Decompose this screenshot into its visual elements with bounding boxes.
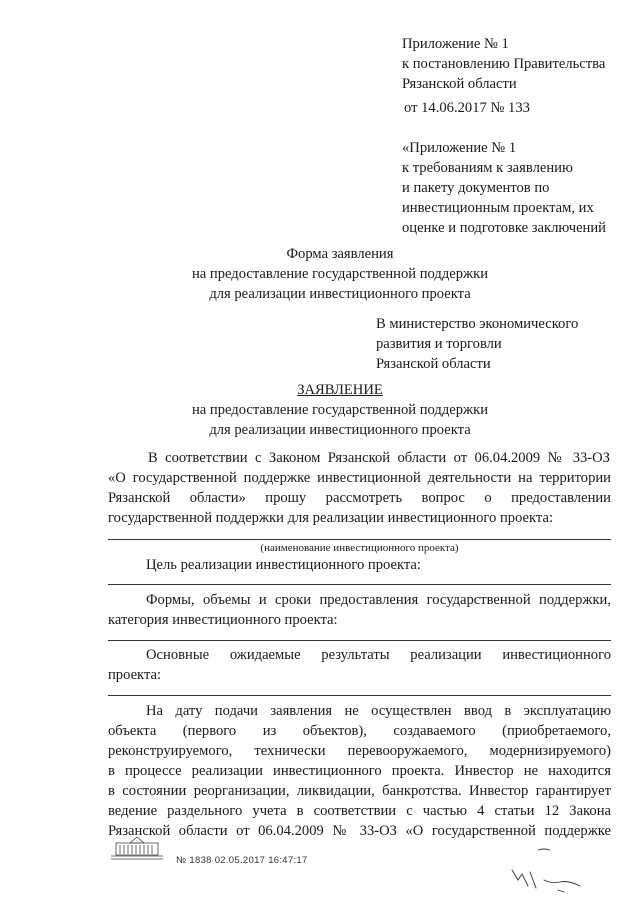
header-annex-number: Приложение № 1 <box>402 36 509 52</box>
body-p2-line-1: На дату подачи заявления не осуществлен ввод в эксплуатацию <box>146 703 611 719</box>
statement-subtitle-2: для реализации инвестиционного проекта <box>209 422 471 438</box>
body-p1-line-4: государственной поддержки для реализации инвестиционного проекта: <box>108 510 554 526</box>
results-label-line-1: Основные ожидаемые результаты реализации инвестиционного <box>146 647 611 663</box>
results-label-line-2: проекта: <box>108 667 162 683</box>
goal-label: Цель реализации инвестиционного проекта: <box>146 557 421 573</box>
project-name-field-line <box>108 539 611 540</box>
form-title-line-1: Форма заявления <box>286 246 394 262</box>
header-region: Рязанской области <box>402 76 517 92</box>
forms-label-line-1: Формы, объемы и сроки предоставления государственной поддержки, <box>146 592 611 608</box>
header-resolution-ref: к постановлению Правительства <box>402 56 606 72</box>
body-p1-line-1: В соответствии с Законом Рязанской области от 06.04.2009 № 33-ОЗ <box>148 450 610 466</box>
body-p2-line-6: ведение раздельного учета в соответствии с частью 4 статьи 12 Закона <box>108 803 611 819</box>
annex-line-5: оценке и подготовке заключений <box>402 220 606 236</box>
results-field-line <box>108 695 611 696</box>
body-p2-line-3: реконструируемого, технически перевооружаемого, модернизируемого) <box>108 743 611 759</box>
body-p2-line-2: объекта (первого из объектов), создаваемого (приобретаемого, <box>108 723 611 739</box>
annex-line-4: инвестиционным проектам, их <box>402 200 594 216</box>
body-p1-line-2: «О государственной поддержке инвестиционной деятельности на территории <box>108 470 611 486</box>
registration-stamp: № 1838 02.05.2017 16:47:17 <box>176 855 308 866</box>
forms-label-line-2: категория инвестиционного проекта: <box>108 612 338 628</box>
statement-subtitle-1: на предоставление государственной поддержки <box>191 402 489 418</box>
body-p2-line-7: Рязанской области от 06.04.2009 № 33-ОЗ «О государственной поддержке <box>108 823 611 839</box>
form-title-line-2: на предоставление государственной поддержки <box>191 266 489 282</box>
forms-field-line <box>108 640 611 641</box>
statement-title-text: ЗАЯВЛЕНИЕ <box>297 382 383 398</box>
header-date-number: от 14.06.2017 № 133 <box>404 100 530 116</box>
form-title-line-3: для реализации инвестиционного проекта <box>209 286 471 302</box>
addressee-line-2: развития и торговли <box>376 336 502 352</box>
goal-field-line <box>108 584 611 585</box>
body-p1-line-3: Рязанской области» прошу рассмотреть вопрос о предоставлении <box>108 490 611 506</box>
body-p2-line-4: в процессе реализации инвестиционного проекта. Инвестор не находится <box>108 763 611 779</box>
statement-title <box>155 380 525 400</box>
annex-line-2: к требованиям к заявлению <box>402 160 573 176</box>
body-p2-line-5: в состоянии реорганизации, ликвидации, банкротства. Инвестор гарантирует <box>108 783 611 799</box>
government-building-seal-icon <box>108 835 166 861</box>
addressee-line-3: Рязанской области <box>376 356 491 372</box>
annex-number: «Приложение № 1 <box>402 140 517 156</box>
addressee-line-1: В министерство экономического <box>376 316 579 332</box>
annex-line-3: и пакету документов по <box>402 180 550 196</box>
handwritten-mark-icon <box>500 830 610 900</box>
project-name-caption: (наименование инвестиционного проекта) <box>260 542 459 554</box>
